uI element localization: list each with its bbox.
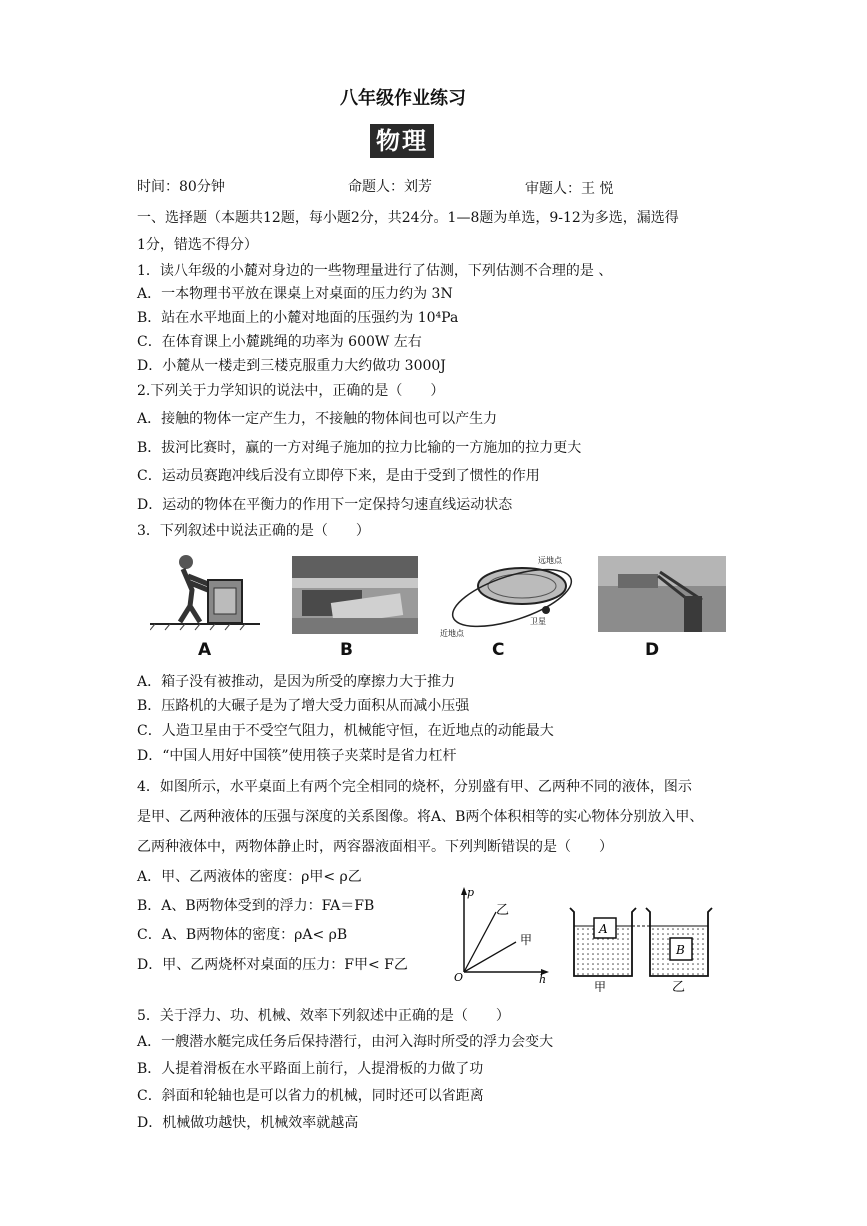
- section-instructions-line1: 一、选择题（本题共12题，每小题2分，共24分。1—8题为单选，9-12为多选，漏选得: [137, 210, 679, 226]
- section-instructions-line2: 1分，错选不得分）: [137, 237, 258, 253]
- q4-stem-line3: 乙两种液体中，两物体静止时，两容器液面相平。下列判断错误的是（ ）: [137, 839, 613, 855]
- q4-option-a: A．甲、乙两液体的密度：ρ甲< ρ乙: [137, 869, 362, 885]
- q5-option-d: D．机械做功越快，机械效率就越高: [137, 1115, 359, 1131]
- q2-option-c: C．运动员赛跑冲线后没有立即停下来，是由于受到了惯性的作用: [137, 468, 540, 484]
- two-beakers-diagram: [566, 902, 716, 992]
- exam-reviewer: 审题人：王 悦: [525, 181, 614, 197]
- graph-line-yi-label: 乙: [496, 903, 510, 918]
- q1-option-d: D．小麓从一楼走到三楼克服重力大约做功 3000J: [137, 358, 446, 374]
- exam-time: 时间：80分钟: [137, 179, 225, 195]
- object-a-label: A: [599, 922, 608, 936]
- q5-option-b: B．人提着滑板在水平路面上前行，人提滑板的力做了功: [137, 1061, 484, 1077]
- q4-option-c: C．A、B两物体的密度：ρA< ρB: [137, 927, 348, 943]
- q3-option-d: D．“中国人用好中国筷”使用筷子夹菜时是省力杠杆: [137, 748, 457, 764]
- label-far-point: 远地点: [538, 556, 562, 565]
- figure-caption-a: A: [198, 640, 212, 660]
- figure-caption-c: C: [492, 640, 505, 660]
- q2-stem: 2.下列关于力学知识的说法中，正确的是（ ）: [137, 383, 445, 399]
- q5-option-a: A．一艘潜水艇完成任务后保持潜行，由河入海时所受的浮力会变大: [137, 1034, 554, 1050]
- q5-stem: 5．关于浮力、功、机械、效率下列叙述中正确的是（ ）: [137, 1008, 510, 1024]
- beaker-yi-label: 乙: [672, 980, 686, 992]
- graph-origin-label: O: [454, 971, 464, 984]
- q5-option-c: C．斜面和轮轴也是可以省力的机械，同时还可以省距离: [137, 1088, 484, 1104]
- q4-option-d: D．甲、乙两烧杯对桌面的压力：F甲< F乙: [137, 957, 408, 973]
- q3-option-a: A．箱子没有被推动，是因为所受的摩擦力大于推力: [137, 674, 456, 690]
- q4-stem-line1: 4．如图所示，水平桌面上有两个完全相同的烧杯，分别盛有甲、乙两种不同的液体，图示: [137, 779, 692, 795]
- q4-option-b: B．A、B两物体受到的浮力：FA＝FB: [137, 898, 375, 914]
- q1-option-a: A．一本物理书平放在课桌上对桌面的压力约为 3N: [137, 286, 453, 302]
- q1-stem: 1．读八年级的小麓对身边的一些物理量进行了估测，下列估测不合理的是 、: [137, 263, 613, 279]
- figure-caption-b: B: [340, 640, 353, 660]
- graph-x-label: h: [539, 973, 547, 984]
- page-title: 八年级作业练习: [340, 88, 466, 109]
- q1-option-c: C．在体育课上小麓跳绳的功率为 600W 左右: [137, 334, 422, 350]
- exam-author: 命题人：刘芳: [348, 179, 432, 195]
- beaker-jia-label: 甲: [594, 980, 607, 992]
- q2-option-d: D．运动的物体在平衡力的作用下一定保持匀速直线运动状态: [137, 497, 513, 513]
- chopsticks-image: [598, 556, 726, 632]
- q2-option-b: B．拔河比赛时，赢的一方对绳子施加的拉力比输的一方施加的拉力更大: [137, 440, 582, 456]
- satellite-orbit-image: [440, 552, 580, 642]
- q3-option-b: B．压路机的大碾子是为了增大受力面积从而减小压强: [137, 698, 470, 714]
- label-near-point: 近地点: [440, 629, 464, 638]
- graph-y-label: p: [467, 886, 475, 899]
- q4-stem-line2: 是甲、乙两种液体的压强与深度的关系图像。将A、B两个体积相等的实心物体分别放入甲、: [137, 809, 704, 825]
- q2-option-a: A．接触的物体一定产生力，不接触的物体间也可以产生力: [137, 411, 498, 427]
- q1-option-b: B．站在水平地面上的小麓对地面的压强约为 10⁴Pa: [137, 310, 459, 326]
- road-roller-image: [292, 556, 418, 634]
- subject-badge: 物理: [370, 124, 434, 158]
- graph-line-jia-label: 甲: [520, 933, 533, 947]
- object-b-label: B: [676, 943, 685, 957]
- figure-caption-d: D: [645, 640, 660, 660]
- pressure-depth-graph: [452, 884, 552, 984]
- q3-stem: 3．下列叙述中说法正确的是（ ）: [137, 523, 370, 539]
- label-satellite: 卫星: [530, 617, 546, 626]
- pushing-box-image: [150, 552, 260, 632]
- q3-option-c: C．人造卫星由于不受空气阻力，机械能守恒，在近地点的动能最大: [137, 723, 554, 739]
